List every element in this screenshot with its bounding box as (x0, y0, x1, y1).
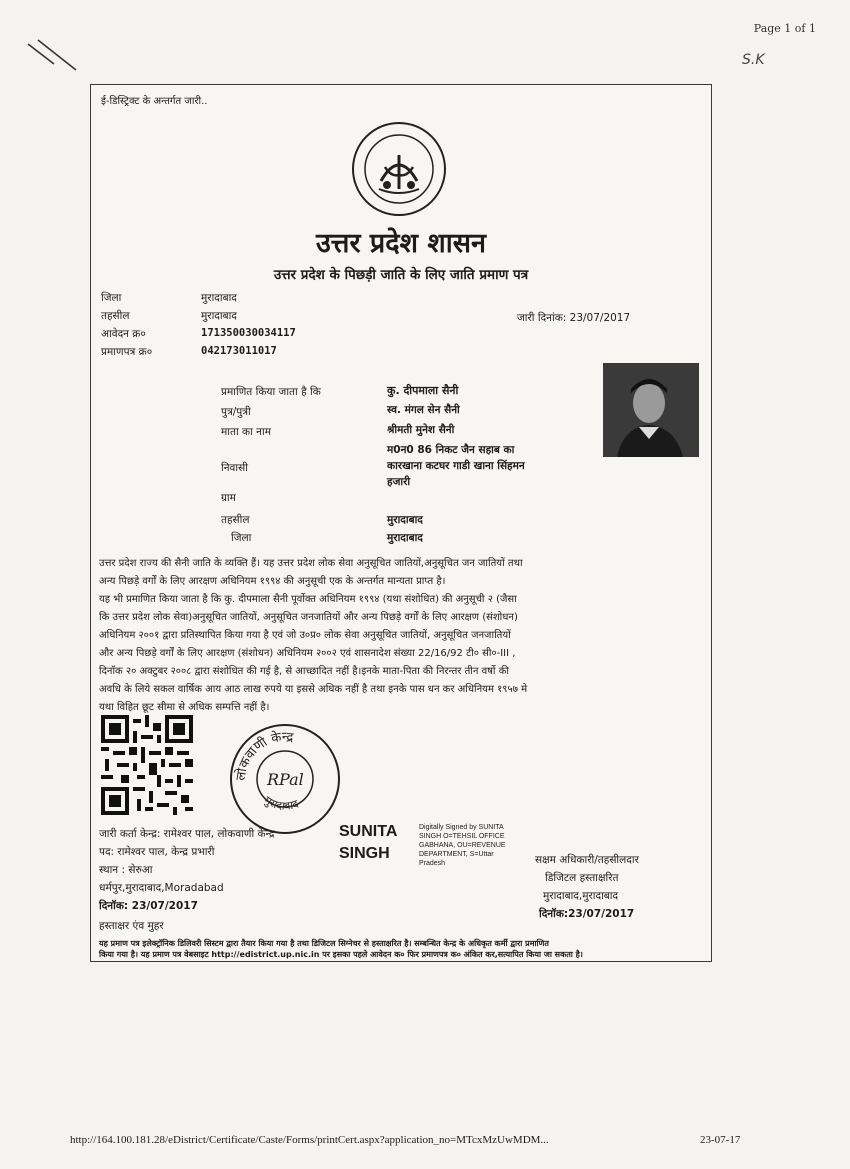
address-line-2: कारखाना कटघर गाडी खाना सिंहमन (387, 460, 525, 472)
certificate-title: उत्तर प्रदेश के पिछड़ी जाति के लिए जाति प्रमाण पत्र (273, 267, 529, 283)
issuer-centre: जारी कर्ता केन्द्र: रामेश्वर पाल, लोकवाणी केन्द्र (99, 828, 275, 840)
footer-note-line-2: किया गया है। यह प्रमाण पत्र वेबसाइट http://edistrict.up.nic.in पर इसका पहले आवेदन क० फिर प्रमाणपत्र क० अंकित कर,सत्यापित किया जा सकता है। (99, 950, 583, 959)
government-title: उत्तर प्रदेश शासन (316, 228, 486, 259)
pen-slash-mark (24, 36, 84, 76)
officer-date: दिनॉक:23/07/2017 (539, 908, 635, 920)
body-line: यह भी प्रमाणित किया जाता है कि कु. दीपमाला सैनी पूर्वोक्त अधिनियम १९९४ (यथा संशोधित) की अनुसूची २ (जैसा (99, 594, 517, 605)
digital-signature-details: Digitally Signed by SUNITA SINGH O=TEHSIL OFFICE GABHANA, OU=REVENUE DEPARTMENT, S=Uttar Pradesh (419, 824, 506, 867)
lokvani-kendra-stamp (227, 721, 343, 837)
issued-under-note: ई-डिस्ट्रिक्ट के अन्तर्गत जारी.. (101, 96, 208, 107)
body-line: अधिनियम २००१ द्वारा प्रतिस्थापित किया गया है एवं जो उ०प्र० लोक सेवा अनुसूचित जातियों, अनुसूचित जनजातियों (99, 630, 511, 641)
issue-date: जारी दिनांक: 23/07/2017 (517, 312, 631, 324)
body-line: यथा विहित छूट सीमा से अधिक सम्पत्ति नहीं है। (99, 702, 270, 713)
address-line-1: म0न0 86 निकट जैन सहाब का (387, 444, 515, 456)
mother-label: माता का नाम (221, 426, 271, 438)
body-line: और अन्य पिछड़े वर्गों के लिए आरक्षण (संशोधन) अधिनियम २००२ एवं शासनादेश संख्या 22/16/92 टी० सी०-III , (99, 648, 516, 659)
certificate-number: 042173011017 (201, 345, 277, 357)
application-number-label: आवेदन क्र० (101, 328, 146, 340)
district-value-2: मुरादाबाद (387, 532, 423, 544)
tehsil-value: मुरादाबाद (201, 310, 237, 322)
relation-label: पुत्र/पुत्री (221, 406, 251, 418)
page-header: Page 1 of 1 (753, 22, 816, 35)
father-name: स्व. मंगल सेन सैनी (387, 404, 460, 416)
address-line-3: हजारी (387, 476, 411, 488)
village-label: ग्राम (221, 492, 236, 504)
person-name: कु. दीपमाला सैनी (387, 384, 459, 397)
body-line: उत्तर प्रदेश राज्य की सैनी जाति के व्यक्ति हैं। यह उत्तर प्रदेश लोक सेवा अनुसूचित जातियों,अनुसूचित जन जातियों तथा (99, 558, 523, 569)
signature: RPal (267, 770, 304, 789)
tehsil-value-2: मुरादाबाद (387, 514, 423, 526)
tehsil-label-2: तहसील (221, 514, 250, 526)
officer-location: मुरादाबाद,मुरादाबाद (543, 890, 619, 902)
mother-name: श्रीमती मुनेश सैनी (387, 424, 455, 436)
tehsil-label: तहसील (101, 310, 130, 322)
certify-label: प्रमाणित किया जाता है कि (221, 386, 321, 398)
residence-label: निवासी (221, 462, 248, 474)
body-line: अवधि के लिये सकल वार्षिक आय आठ लाख रुपये या इससे अधिक नहीं है तथा इनके पास धन कर अधिनियम १९५७ मे (99, 684, 528, 695)
footer-note-line-1: यह प्रमाण पत्र इलेक्ट्रॉनिक डिलिवरी सिस्टम द्वारा तैयार किया गया है तथा डिजिटल सिग्नेचर से हस्ताक्षरित है। सम्बन्धित केन्द्र के अधिकृत कर्मी द्वारा प्रमाणित (99, 939, 549, 948)
issuer-date: दिनॉक: 23/07/2017 (99, 900, 198, 912)
district-value: मुरादाबाद (201, 292, 237, 304)
print-url: http://164.100.181.28/eDistrict/Certificate/Caste/Forms/printCert.aspx?application_no=MTcxMzUwMDM... (70, 1134, 549, 1146)
officer-digital-signed: डिजिटल हस्ताक्षरित (545, 872, 619, 884)
body-line: कि उत्तर प्रदेश लोक सेवा)अनुसूचित जातियों, अनुसूचित जनजातियों और अन्य पिछड़े वर्गों के लिए आरक्षण (संशोधन) (99, 612, 518, 623)
district-label: जिला (101, 292, 122, 304)
qr-code (101, 715, 193, 815)
applicant-photo (603, 363, 699, 457)
svg-text:मुरादाबाद (262, 794, 300, 813)
handwritten-initials: S.K (742, 52, 765, 68)
body-line: अन्य पिछड़े वर्गों के लिए आरक्षण अधिनियम १९९४ की अनुसूची एक के अन्तर्गत मान्यता प्राप्त है। (99, 576, 446, 587)
officer-title: सक्षम अधिकारी/तहसीलदार (535, 854, 639, 866)
issuer-designation: पद: रामेश्वर पाल, केन्द्र प्रभारी (99, 846, 215, 858)
issuer-place: स्थान : सेरुआ (99, 864, 153, 876)
district-label-2: जिला (231, 532, 252, 544)
footer-note (99, 938, 583, 960)
print-date: 23-07-17 (700, 1134, 741, 1146)
issuer-sign-label: हस्ताक्षर एंव मुहर (99, 920, 164, 932)
up-government-emblem (349, 119, 449, 219)
certificate-document (90, 84, 712, 962)
issuer-address: धर्मपुर,मुरादाबाद,Moradabad (99, 882, 224, 894)
digital-signer-name: SUNITA SINGH (339, 823, 397, 862)
stamp-text: लोकवाणी केन्द्र (233, 729, 295, 782)
stamp-bottom-text: मुरादाबाद (261, 793, 301, 813)
application-number: 171350030034117 (201, 327, 296, 339)
certificate-number-label: प्रमाणपत्र क्र० (101, 346, 153, 358)
body-line: दिनॉक २० अक्टुबर २००८ द्वारा संशोधित की गई है, से आच्छादित नहीं है।इनके माता-पिता की निरन्तर तीन वर्षो की (99, 666, 509, 677)
